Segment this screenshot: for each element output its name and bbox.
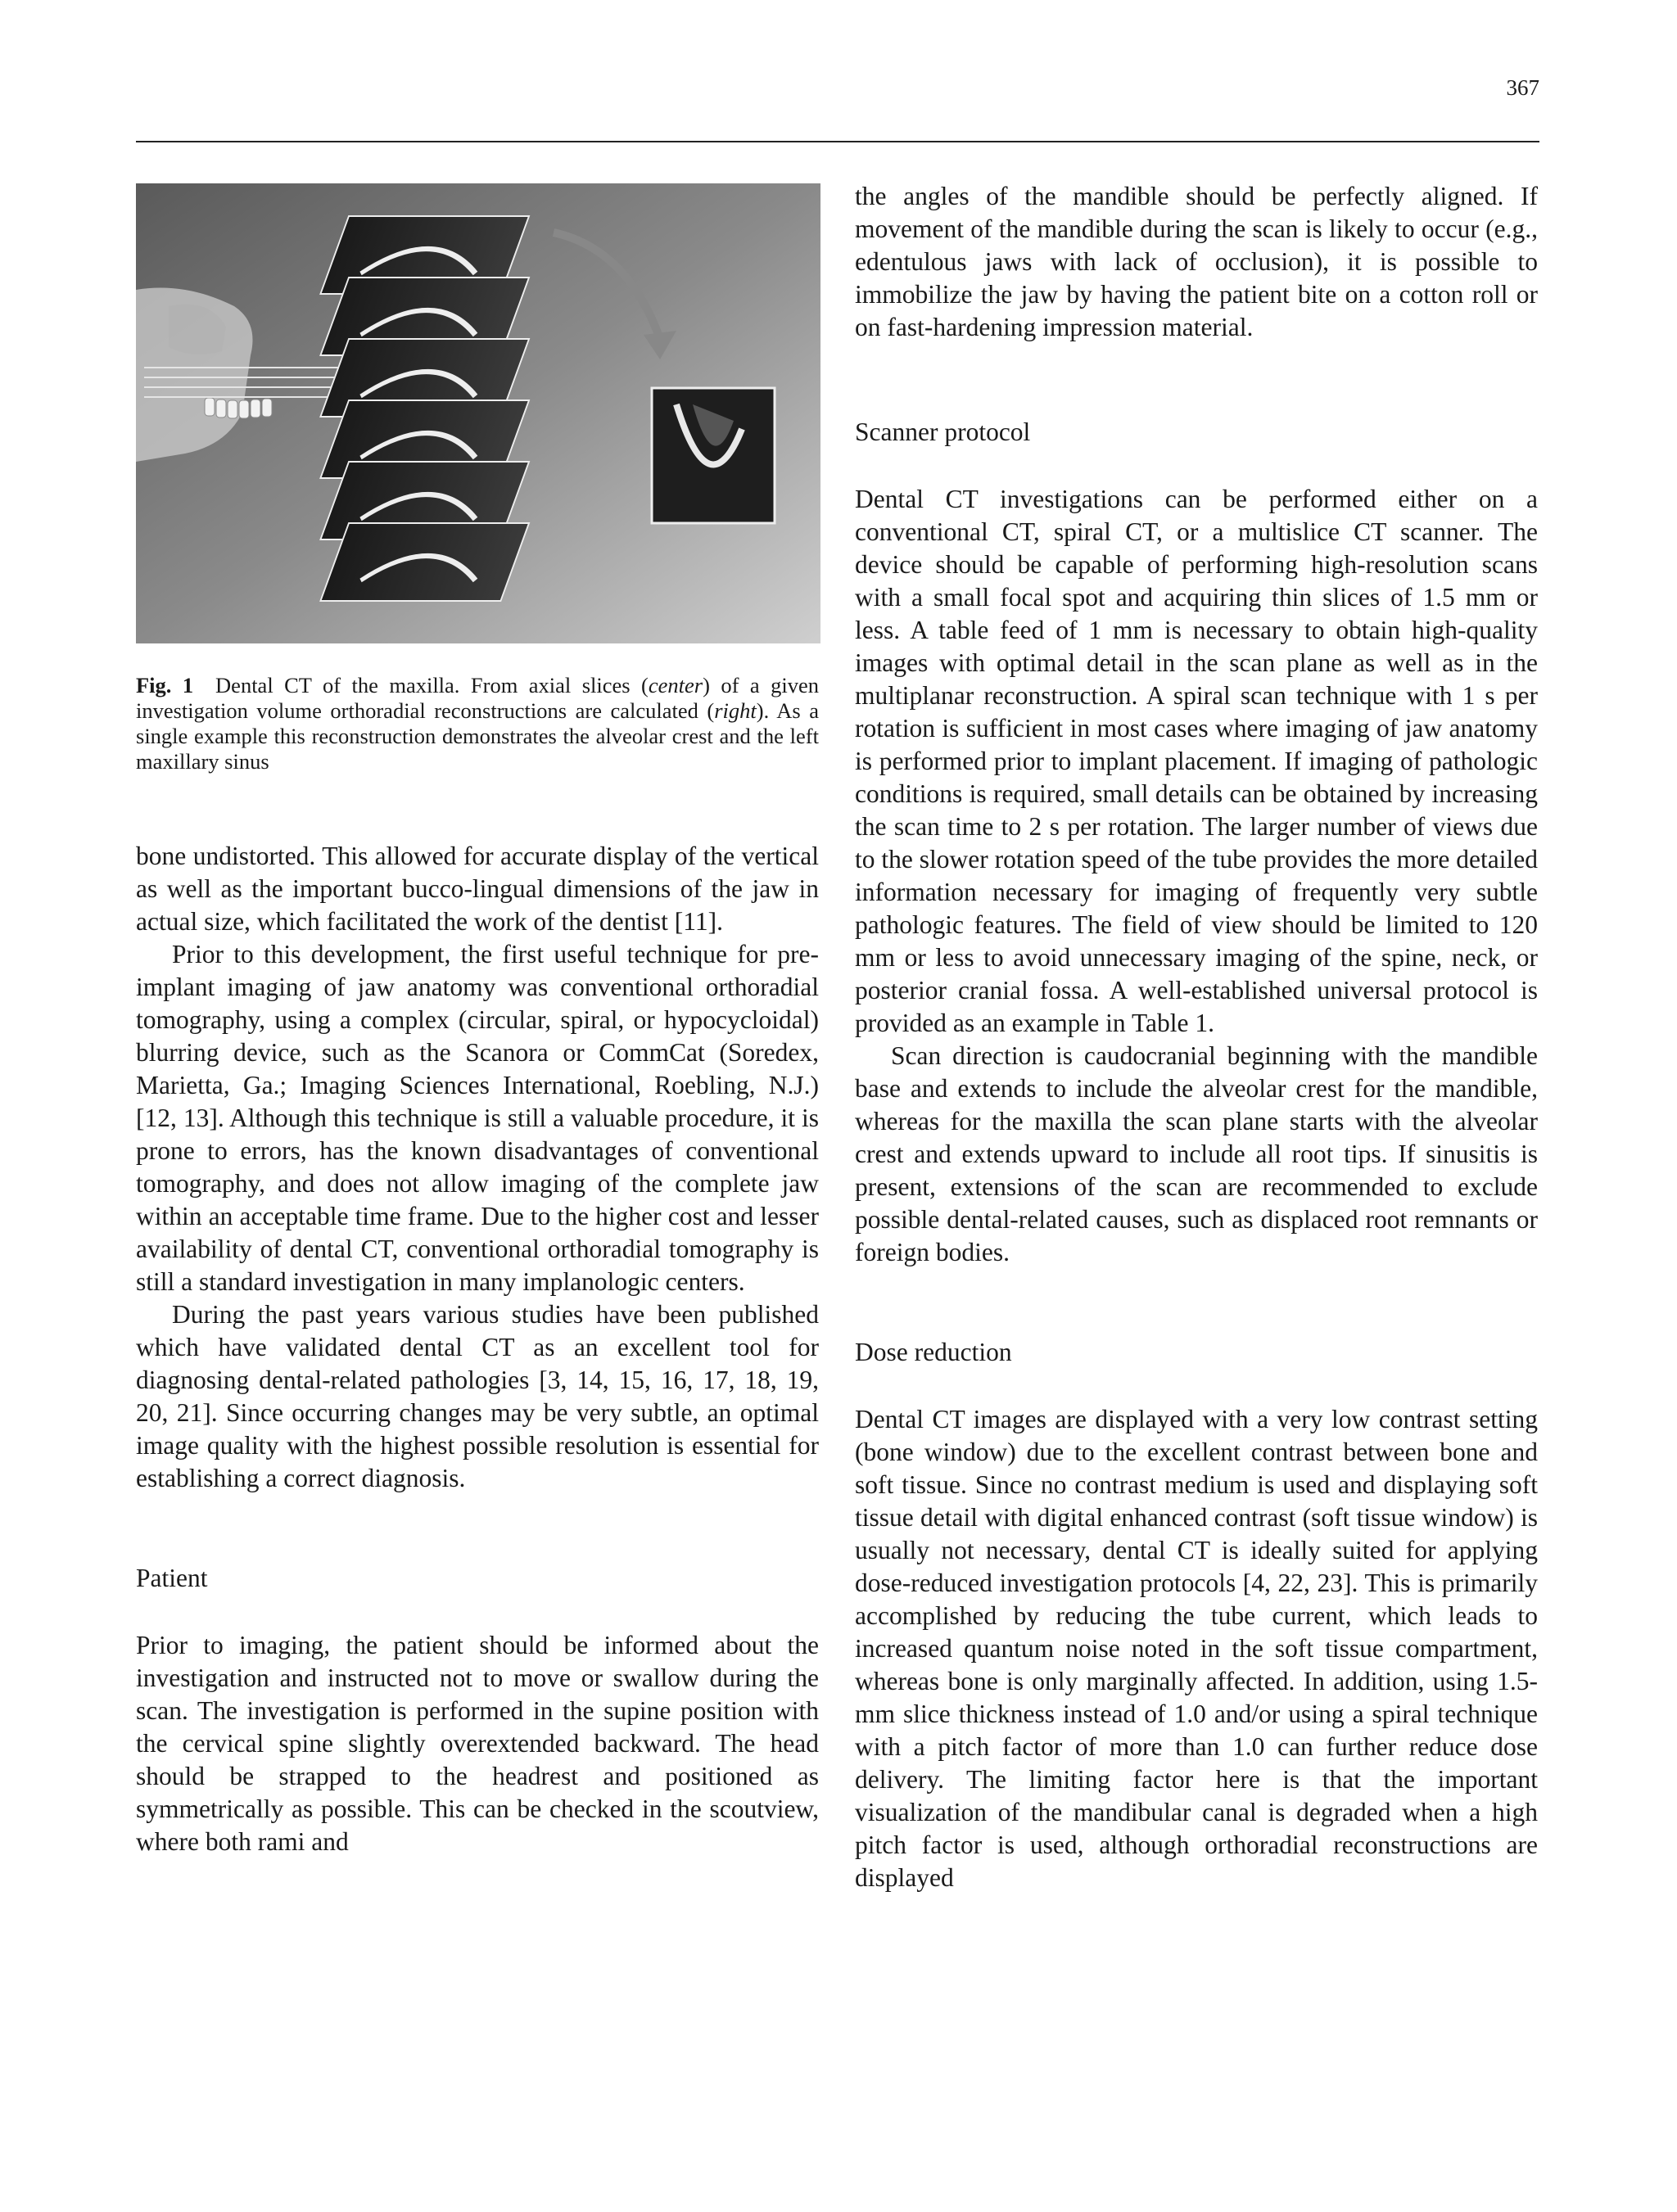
caption-text-e: ). As a single example this reconstruction demonstrates the alveolar crest and the left maxillary sinus: [136, 698, 819, 774]
caption-text-c: ) of a given investigation volume orthoradial reconstructions are calculated (: [136, 673, 819, 723]
header-rule: [136, 141, 1539, 142]
caption-italic-center: center: [648, 673, 703, 697]
right-column: [855, 180, 1538, 1894]
right-paragraph-2: Dental CT investigations can be performed either on a conventional CT, spiral CT, or a multislice CT scanner. The device should be capable of performing high-resolution scans with a small focal spot and acquiring thin slices of 1.5 mm or less. A table feed of 1 mm is necessary to obtain high-quality images with optimal detail in the scan plane as well as in the multiplanar reconstruction. A spiral scan technique with 1 s per rotation is sufficient in most cases where imaging of jaw anatomy is performed prior to implant placement. If imaging of pathologic conditions is required, small details can be obtained by increasing the scan time to 2 s per rotation. The larger number of views due to the slower rotation speed of the tube provides the more detailed information necessary for imaging of frequently very subtle pathologic features. The field of view should be limited to 120 mm or less to avoid unnecessary imaging of the spine, neck, or posterior cranial fossa. A well-established universal protocol is provided as an example in Table 1.: [855, 485, 1538, 1037]
left-paragraph-3: During the past years various studies have been published which have validated dental CT as an excellent tool for diagnosing dental-related pathologies [3, 14, 15, 16, 17, 18, 19, 20, 21]. Since occurring changes may be very subtle, an optimal image quality with the highest possible resolution is essential for establishing a correct diagnosis.: [136, 1300, 819, 1492]
axial-slices: [320, 216, 529, 601]
right-paragraph-1: the angles of the mandible should be perfectly aligned. If movement of the mandible during the scan is likely to occur (e.g., edentulous jaws with lack of occlusion), it is possible to immobilize the jaw by having the patient bite on a cotton roll or on fast-hardening impression material.: [855, 182, 1538, 341]
reconstruction-panel: [652, 388, 775, 523]
heading-scanner-protocol: Scanner protocol: [855, 418, 1031, 446]
heading-patient: Patient: [136, 1564, 208, 1592]
right-paragraph-3: Scan direction is caudocranial beginning with the mandible base and extends to include the alveolar crest for the mandible, whereas for the maxilla the scan plane starts with the alveolar crest and extends upward to include all root tips. If sinusitis is present, extensions of the scan are recommended to exclude possible dental-related causes, such as displaced root remnants or foreign bodies.: [855, 1041, 1538, 1266]
caption-italic-right: right: [714, 698, 757, 723]
figure-image: [136, 183, 820, 643]
left-paragraph-4: Prior to imaging, the patient should be informed about the investigation and instructed not to move or swallow during the scan. The investigation is performed in the supine position with the cervical spine slightly overextended backward. The head should be strapped to the headrest and positioned as symmetrically as possible. This can be checked in the scoutview, where both rami and: [136, 1631, 819, 1856]
left-paragraph-2: Prior to this development, the first useful technique for pre-implant imaging of jaw anatomy was conventional orthoradial tomography, using a complex (circular, spiral, or hypocycloidal) blurring device, such as the Scanora or CommCat (Soredex, Marietta, Ga.; Imaging Sciences International, Roebling, N.J.) [12, 13]. Although this technique is still a valuable procedure, it is prone to errors, has the known disadvantages of conventional tomography, and does not allow imaging of the complete jaw within an acceptable time frame. Due to the higher cost and lesser availability of dental CT, conventional orthoradial tomography is still a standard investigation in many implanologic centers.: [136, 940, 819, 1296]
caption-text-a: Dental CT of the maxilla. From axial slices (: [215, 673, 649, 697]
figure-caption: [136, 673, 819, 774]
left-paragraph-1: bone undistorted. This allowed for accurate display of the vertical as well as the important bucco-lingual dimensions of the jaw in actual size, which facilitated the work of the dentist [11].: [136, 842, 819, 936]
heading-dose-reduction: Dose reduction: [855, 1338, 1012, 1366]
left-column: [136, 840, 819, 1858]
right-paragraph-4: Dental CT images are displayed with a very low contrast setting (bone window) due to the excellent contrast between bone and soft tissue. Since no contrast medium is used and displaying soft tissue detail with digital enhanced contrast (soft tissue window) is usually not necessary, dental CT is ideally suited for applying dose-reduced investigation protocols [4, 22, 23]. This is primarily accomplished by reducing the tube current, which leads to increased quantum noise noted in the soft tissue compartment, whereas bone is only marginally affected. In addition, using 1.5-mm slice thickness instead of 1.0 and/or using a spiral technique with a pitch factor of more than 1.0 can further reduce dose delivery. The limiting factor here is that the important visualization of the mandibular canal is degraded when a high pitch factor is used, although orthoradial reconstructions are displayed: [855, 1405, 1538, 1892]
page-number: 367: [1506, 75, 1539, 100]
figure-label: Fig. 1: [136, 673, 194, 697]
